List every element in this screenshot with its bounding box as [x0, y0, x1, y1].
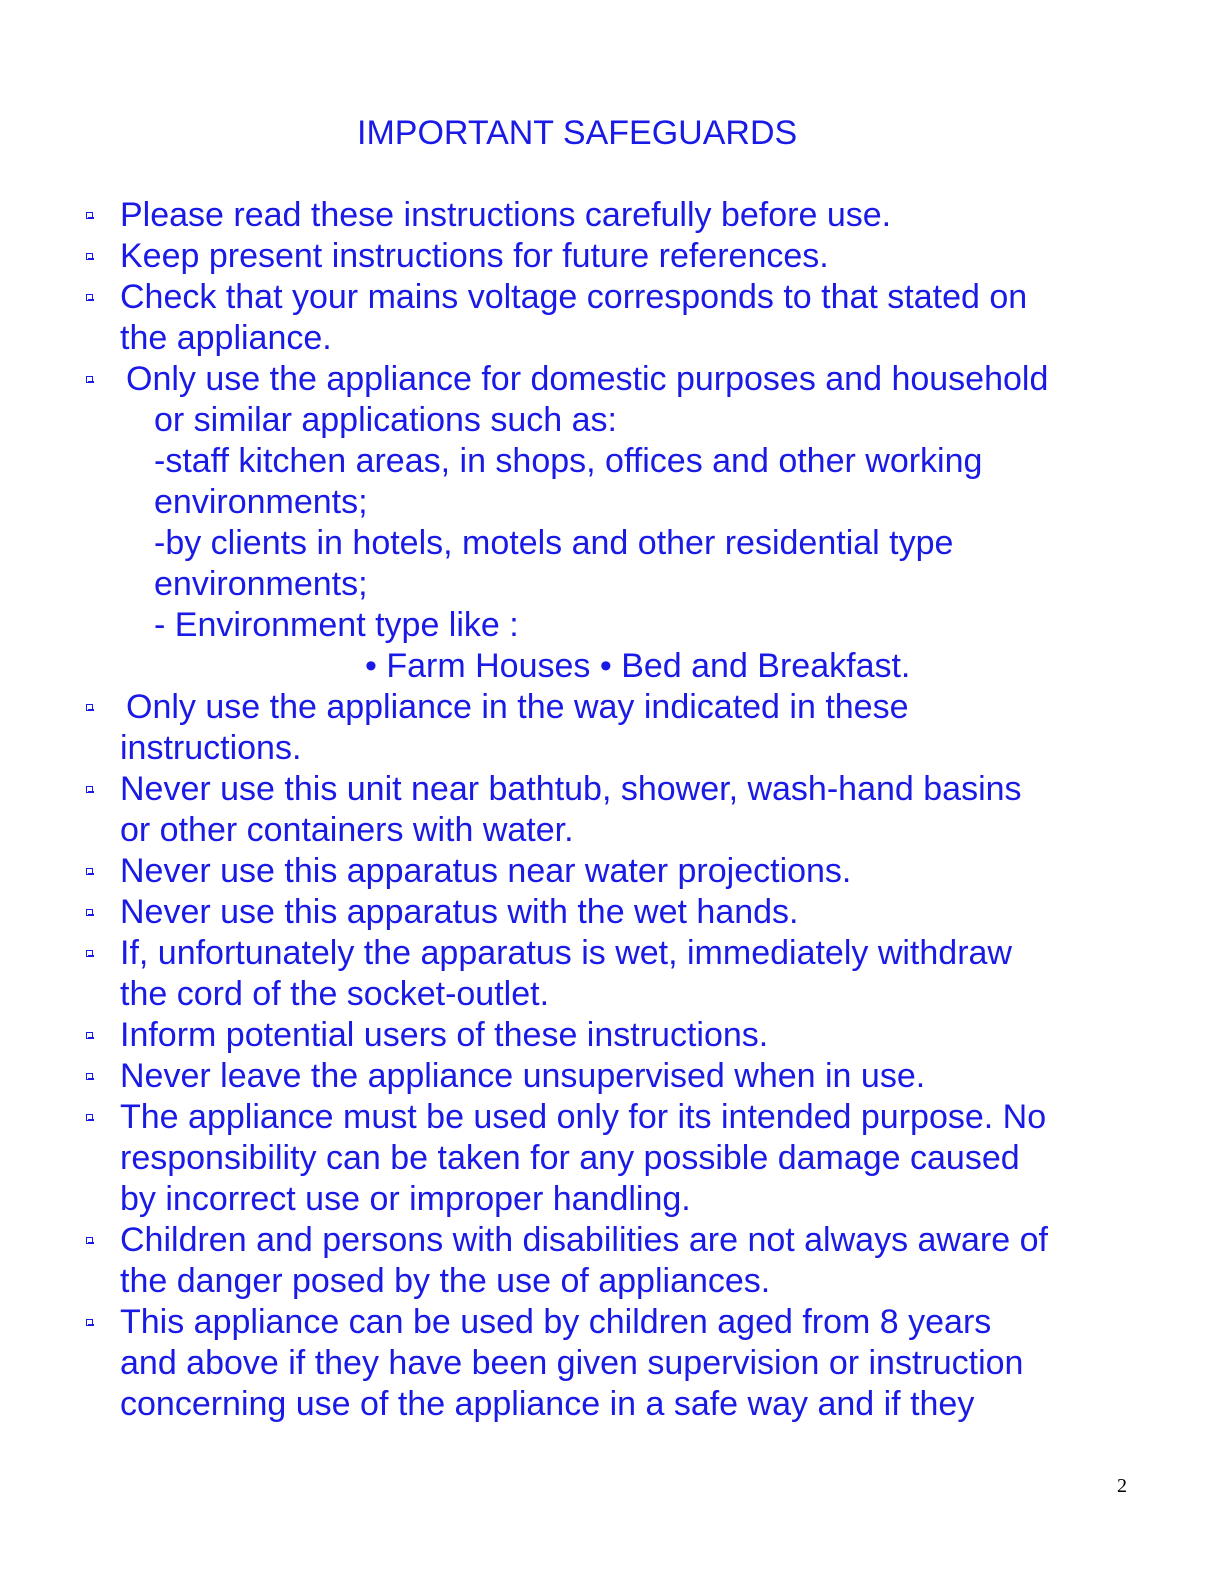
list-item-text: Check that your mains voltage corresponds to that stated on [120, 278, 1028, 316]
list-item [0, 277, 1224, 359]
list-item-text: by incorrect use or improper handling. [120, 1180, 691, 1218]
list-item-text: or other containers with water. [120, 811, 574, 849]
list-item [0, 1302, 1224, 1425]
checkbox-bullet-icon [86, 294, 93, 301]
list-item [0, 359, 1224, 687]
list-item-text: and above if they have been given supervision or instruction [120, 1344, 1024, 1382]
checkbox-bullet-icon [86, 950, 93, 957]
list-item-subtext: -by clients in hotels, motels and other residential type [154, 524, 954, 562]
list-item-text: Never leave the appliance unsupervised when in use. [120, 1057, 926, 1095]
list-item-text: the danger posed by the use of appliances. [120, 1262, 771, 1300]
list-item [0, 236, 1224, 277]
checkbox-bullet-icon [86, 1032, 93, 1039]
list-item-centered-text: • Farm Houses • Bed and Breakfast. [365, 647, 911, 685]
checkbox-bullet-icon [86, 1114, 93, 1121]
checkbox-bullet-icon [86, 253, 93, 260]
list-item-text: Never use this unit near bathtub, shower, wash-hand basins [120, 770, 1022, 808]
list-item-subtext: -staff kitchen areas, in shops, offices and other working [154, 442, 983, 480]
list-item-text: Never use this apparatus with the wet hands. [120, 893, 799, 931]
list-item-text: responsibility can be taken for any possible damage caused [120, 1139, 1020, 1177]
list-item-subtext: environments; [154, 483, 368, 521]
list-item [0, 1015, 1224, 1056]
list-item-text: concerning use of the appliance in a safe way and if they [120, 1385, 975, 1423]
list-item-text: Never use this apparatus near water projections. [120, 852, 852, 890]
list-item [0, 1056, 1224, 1097]
list-item [0, 687, 1224, 769]
list-item [0, 851, 1224, 892]
checkbox-bullet-icon [86, 909, 93, 916]
checkbox-bullet-icon [86, 376, 93, 383]
checkbox-bullet-icon [86, 1073, 93, 1080]
list-item-text: Children and persons with disabilities are not always aware of [120, 1221, 1048, 1259]
checkbox-bullet-icon [86, 1319, 93, 1326]
list-item [0, 892, 1224, 933]
checkbox-bullet-icon [86, 786, 93, 793]
list-item [0, 769, 1224, 851]
safeguards-list [0, 195, 1224, 1425]
checkbox-bullet-icon [86, 212, 93, 219]
page-number: 2 [1117, 1475, 1127, 1497]
list-item-text: Only use the appliance for domestic purposes and household [126, 360, 1049, 398]
list-item-text: This appliance can be used by children aged from 8 years [120, 1303, 992, 1341]
list-item-text: Please read these instructions carefully before use. [120, 196, 892, 234]
list-item-subtext: environments; [154, 565, 368, 603]
list-item-text: Inform potential users of these instructions. [120, 1016, 769, 1054]
list-item-text: the appliance. [120, 319, 332, 357]
list-item [0, 195, 1224, 236]
list-item [0, 933, 1224, 1015]
list-item [0, 1220, 1224, 1302]
list-item-subtext: - Environment type like : [154, 606, 519, 644]
list-item-text: If, unfortunately the apparatus is wet, immediately withdraw [120, 934, 1012, 972]
list-item-text: the cord of the socket-outlet. [120, 975, 550, 1013]
list-item-text: The appliance must be used only for its intended purpose. No [120, 1098, 1047, 1136]
list-item [0, 1097, 1224, 1220]
checkbox-bullet-icon [86, 704, 93, 711]
checkbox-bullet-icon [86, 868, 93, 875]
list-item-subtext: or similar applications such as: [154, 401, 617, 439]
list-item-text: Keep present instructions for future references. [120, 237, 829, 275]
page-title: IMPORTANT SAFEGUARDS [357, 114, 798, 152]
checkbox-bullet-icon [86, 1237, 93, 1244]
list-item-text: instructions. [120, 729, 302, 767]
list-item-text: Only use the appliance in the way indicated in these [126, 688, 909, 726]
